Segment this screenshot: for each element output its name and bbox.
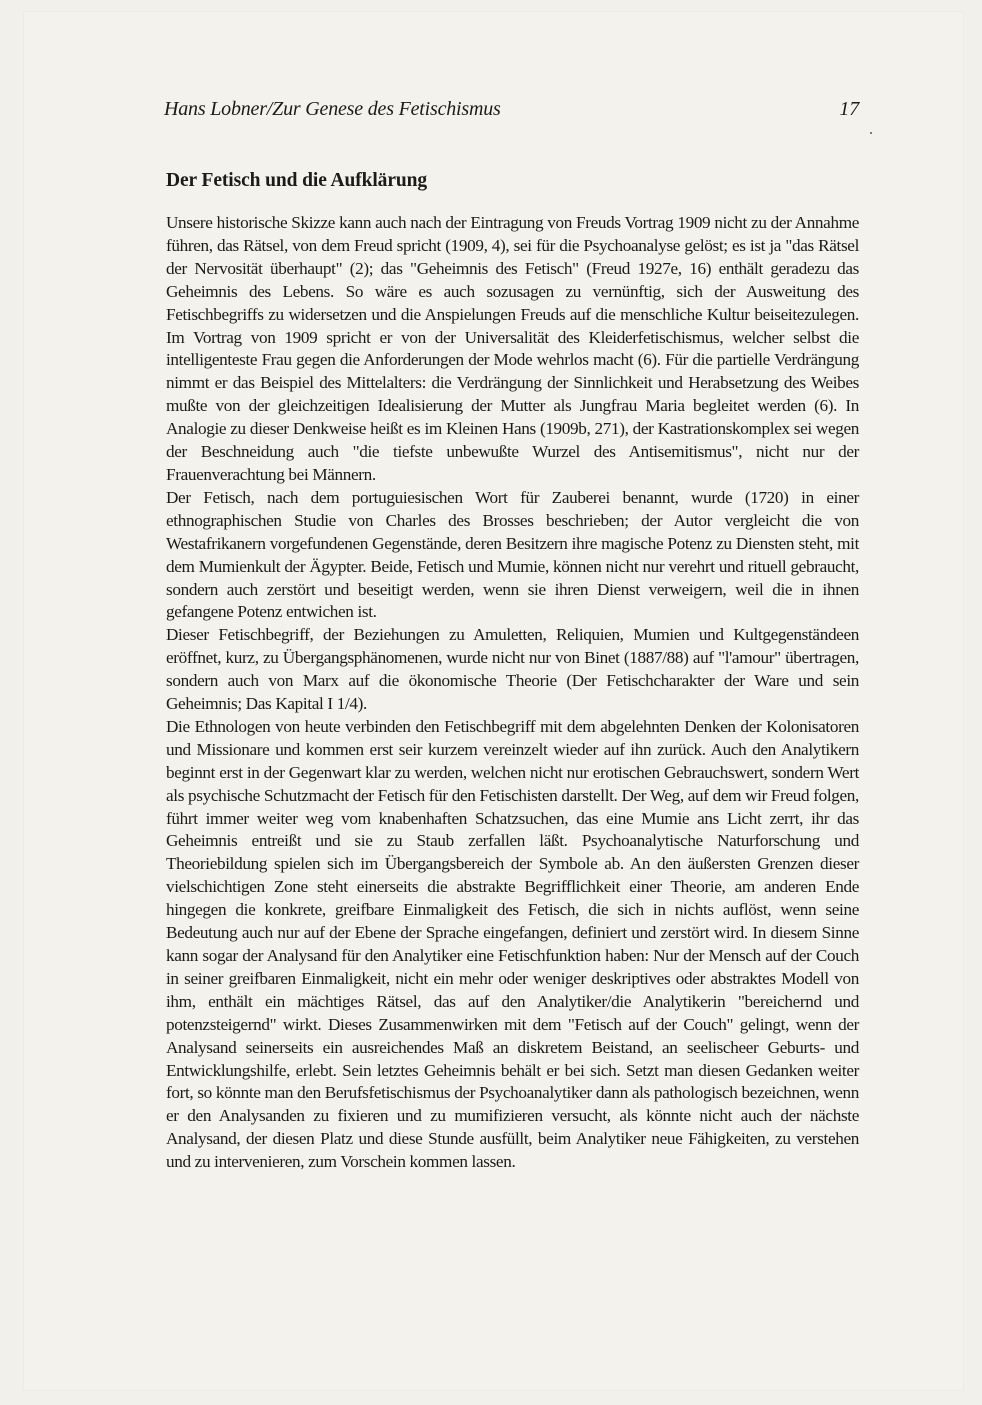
body-text	[166, 212, 859, 1174]
document-page	[24, 12, 963, 1390]
running-head-title: Hans Lobner/Zur Genese des Fetischismus	[164, 98, 501, 120]
page-number: 17	[839, 98, 859, 120]
stray-mark	[870, 132, 872, 134]
paragraph: Dieser Fetischbegriff, der Beziehungen zu Amuletten, Reliquien, Mumien und Kultgegenständeen eröffnet, kurz, zu Übergangsphänomenen, wurde nicht nur von Binet (1887/88) auf "l'amour" übertragen, sondern auch von Marx auf die ökonomische Theorie (Der Fetischcharakter der Ware und sein Geheimnis; Das Kapital I 1/4).	[166, 625, 859, 714]
running-head	[164, 98, 859, 121]
paragraph: Unsere historische Skizze kann auch nach der Eintragung von Freuds Vortrag 1909 nicht zu der Annahme führen, das Rätsel, von dem Freud spricht (1909, 4), sei für die Psychoanalyse gelöst; es ist ja "das Rätsel der Nervosität überhaupt" (2); das "Geheimnis des Fetisch" (Freud 1927e, 16) enthält geradezu das Geheimnis des Lebens. So wäre es auch sozusagen zu vernünftig, sich der Ausweitung des Fetischbegriffs zu widersetzen und die Anspielungen Freuds auf die menschliche Kultur beiseitezulegen. Im Vortrag von 1909 spricht er von der Universalität des Kleiderfetischismus, welcher selbst die intelligenteste Frau gegen die Anforderungen der Mode wehrlos macht (6). Für die partielle Verdrängung nimmt er das Beispiel des Mittelalters: die Verdrängung der Sinnlichkeit und Herabsetzung des Weibes mußte von der gleichzeitigen Idealisierung der Mutter als Jungfrau Maria begleitet werden (6). In Analogie zu dieser Denkweise heißt es im Kleinen Hans (1909b, 271), der Kastrationskomplex sei wegen der Beschneidung auch "die tiefste unbewußte Wurzel des Antisemitismus", nicht nur der Frauenverachtung bei Männern.	[166, 213, 859, 484]
section-heading: Der Fetisch und die Aufklärung	[166, 170, 428, 191]
paragraph: Die Ethnologen von heute verbinden den Fetischbegriff mit dem abgelehnten Denken der Kolonisatoren und Missionare und kommen erst seir kurzem vereinzelt wieder auf ihn zurück. Auch den Analytikern beginnt erst in der Gegenwart klar zu werden, welchen nicht nur erotischen Gebrauchswert, sondern Wert als psychische Schutzmacht der Fetisch für den Fetischisten darstellt. Der Weg, auf dem wir Freud folgen, führt immer weiter weg vom knabenhaften Schatzsuchen, das eine Mumie ans Licht zerrt, ihr das Geheimnis entreißt und sie zu Staub zerfallen läßt. Psychoanalytische Naturforschung und Theoriebildung spielen sich im Übergangsbereich der Symbole ab. An den äußersten Grenzen dieser vielschichtigen Zone steht einerseits die abstrakte Begrifflichkeit einer Theorie, am anderen Ende hingegen die konkrete, greifbare Einmaligkeit des Fetisch, die sich in nichts auflöst, wenn seine Bedeutung auch nur auf der Ebene der Sprache eingefangen, definiert und zerstört wird. In diesem Sinne kann sogar der Analysand für den Analytiker eine Fetischfunktion haben: Nur der Mensch auf der Couch in seiner greifbaren Einmaligkeit, nicht ein mehr oder weniger deskriptives oder abstraktes Modell von ihm, enthält ein mächtiges Rätsel, das auf den Analytiker/die Analytikerin "bereichernd und potenzsteigernd" wirkt. Dieses Zusammenwirken mit dem "Fetisch auf der Couch" gelingt, wenn der Analysand seinerseits ein ausreichendes Maß an diskretem Beistand, an seelischeer Geburts- und Entwicklungshilfe, erlebt. Sein letztes Geheimnis behält er bei sich. Setzt man diesen Gedanken weiter fort, so könnte man den Berufsfetischismus der Psychoanalytiker dann als pathologisch bezeichnen, wenn er den Analysanden zu fixieren und zu mumifizieren versucht, als könnte nicht auch der nächste Analysand, der diesen Platz und diese Stunde ausfüllt, beim Analytiker neue Fähigkeiten, zu verstehen und zu intervenieren, zum Vorschein kommen lassen.	[166, 716, 859, 1172]
paragraph: Der Fetisch, nach dem portuguiesischen Wort für Zauberei benannt, wurde (1720) in einer ethnographischen Studie von Charles des Brosses beschrieben; der Autor vergleicht die von Westafrikanern vorgefundenen Gegenstände, deren Besitzern ihre magische Potenz zu Diensten steht, mit dem Mumienkult der Ägypter. Beide, Fetisch und Mumie, können nicht nur verehrt und rituell gebraucht, sondern auch zerstört und beseitigt werden, wenn sie ihren Dienst verweigern, weil die in ihnen gefangene Potenz entwichen ist.	[166, 487, 859, 622]
